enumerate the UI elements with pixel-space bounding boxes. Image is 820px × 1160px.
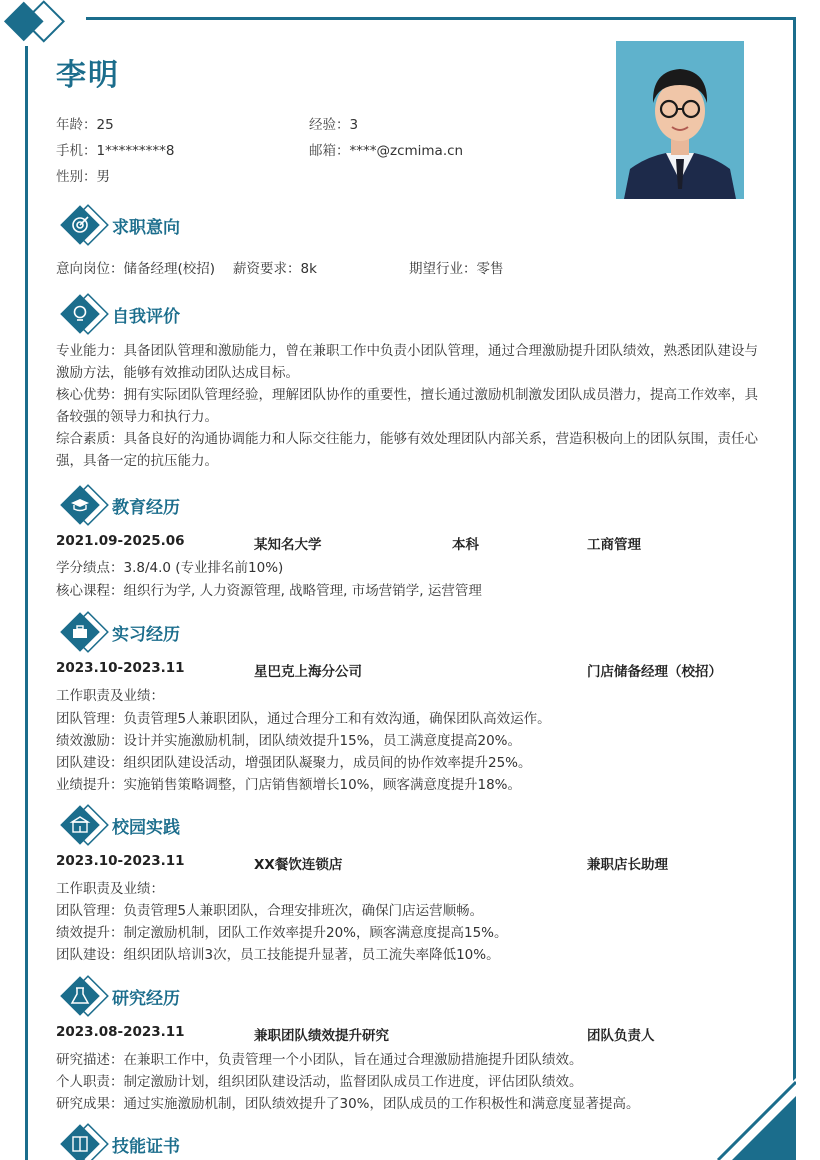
- campus-line: 工作职责及业绩：: [56, 881, 164, 897]
- internship-company: 星巴克上海分公司: [254, 664, 362, 680]
- education-header-row: [56, 533, 768, 553]
- section-title-text: 校园实践: [112, 817, 180, 838]
- frame-top-line: [86, 17, 796, 20]
- internship-line: 工作职责及业绩：: [56, 688, 164, 704]
- candidate-name: 李明: [56, 58, 120, 93]
- flask-icon: [58, 974, 110, 1018]
- email-value: ****@zcmima.cn: [349, 143, 464, 159]
- campus-line: 绩效提升：制定激励机制，团队工作效率提升20%，顾客满意度提高15%。: [56, 925, 508, 941]
- gender-label: 性别：: [56, 169, 97, 185]
- campus-header-row: [56, 853, 768, 873]
- corner-diamond-decoration: [0, 0, 90, 50]
- email-label: 邮箱：: [309, 143, 350, 159]
- research-project: 兼职团队绩效提升研究: [254, 1028, 389, 1044]
- research-role: 团队负责人: [587, 1028, 655, 1044]
- education-gpa: 学分绩点：3.8/4.0 (专业排名前10%): [56, 560, 284, 576]
- section-title-campus: [58, 803, 180, 847]
- book-icon: [58, 1122, 110, 1160]
- section-title-text: 技能证书: [112, 1136, 180, 1157]
- experience-row: [309, 113, 358, 133]
- education-degree: 本科: [452, 537, 479, 553]
- section-title-text: 自我评价: [112, 306, 180, 327]
- internship-header-row: [56, 660, 768, 680]
- education-school: 某知名大学: [254, 537, 322, 553]
- education-courses: 核心课程：组织行为学, 人力资源管理, 战略管理, 市场营销学, 运营管理: [56, 583, 482, 599]
- frame-right-line: [793, 17, 796, 1160]
- internship-line: 绩效激励：设计并实施激励机制，团队绩效提升15%，员工满意度提高20%。: [56, 733, 522, 749]
- corner-triangle-decoration: [714, 1078, 796, 1160]
- experience-value: 3: [349, 117, 359, 133]
- age-label: 年龄：: [56, 117, 97, 133]
- research-line: 研究描述：在兼职工作中，负责管理一个小团队，旨在通过合理激励措施提升团队绩效。: [56, 1052, 583, 1068]
- intent-salary: 薪资要求：8k: [233, 261, 317, 277]
- self-eval-paragraph-1: 专业能力：具备团队管理和激励能力，曾在兼职工作中负责小团队管理，通过合理激励提升团队绩效，熟悉团队建设与激励方法，能够有效推动团队达成目标。: [56, 343, 758, 381]
- campus-line: 团队建设：组织团队培训3次，员工技能提升显著，员工流失率降低10%。: [56, 947, 500, 963]
- intent-position: 意向岗位：储备经理(校招): [56, 261, 216, 277]
- campus-period: 2023.10-2023.11: [56, 853, 185, 869]
- gender-value: 男: [96, 169, 110, 185]
- research-line: 研究成果：通过实施激励机制，团队绩效提升了30%，团队成员的工作积极性和满意度显著提高。: [56, 1096, 640, 1112]
- research-header-row: [56, 1024, 768, 1044]
- section-title-text: 教育经历: [112, 497, 180, 518]
- frame-left-line: [25, 46, 28, 1160]
- research-line: 个人职责：制定激励计划，组织团队建设活动，监督团队成员工作进度，评估团队绩效。: [56, 1074, 583, 1090]
- target-icon: [58, 203, 110, 247]
- intent-industry: 期望行业：零售: [409, 261, 504, 277]
- email-row: [309, 139, 463, 159]
- experience-label: 经验：: [309, 117, 350, 133]
- internship-line: 业绩提升：实施销售策略调整，门店销售额增长10%，顾客满意度提升18%。: [56, 777, 522, 793]
- age-row: [56, 113, 114, 133]
- self-eval-paragraph-2: 核心优势：拥有实际团队管理经验，理解团队协作的重要性，擅长通过激励机制激发团队成员潜力，提高工作效率，具备较强的领导力和执行力。: [56, 387, 758, 425]
- section-title-research: [58, 974, 180, 1018]
- section-title-internship: [58, 610, 180, 654]
- section-title-education: [58, 483, 180, 527]
- gender-row: [56, 165, 110, 185]
- education-major: 工商管理: [587, 537, 641, 553]
- briefcase-icon: [58, 610, 110, 654]
- section-title-text: 研究经历: [112, 988, 180, 1009]
- campus-role: 兼职店长助理: [587, 857, 668, 873]
- internship-period: 2023.10-2023.11: [56, 660, 185, 676]
- section-title-intent: [58, 203, 180, 247]
- section-title-text: 求职意向: [112, 217, 180, 238]
- section-title-text: 实习经历: [112, 624, 180, 645]
- phone-label: 手机：: [56, 143, 97, 159]
- phone-row: [56, 139, 174, 159]
- internship-role: 门店储备经理（校招）: [587, 664, 722, 680]
- lightbulb-icon: [58, 292, 110, 336]
- education-period: 2021.09-2025.06: [56, 533, 185, 549]
- graduation-cap-icon: [58, 483, 110, 527]
- internship-line: 团队建设：组织团队建设活动，增强团队凝聚力，成员间的协作效率提升25%。: [56, 755, 532, 771]
- section-title-self-eval: [58, 292, 180, 336]
- profile-photo: [616, 41, 744, 199]
- phone-value: 1*********8: [96, 143, 175, 159]
- school-icon: [58, 803, 110, 847]
- campus-line: 团队管理：负责管理5人兼职团队，合理安排班次，确保门店运营顺畅。: [56, 903, 484, 919]
- research-period: 2023.08-2023.11: [56, 1024, 185, 1040]
- age-value: 25: [96, 117, 114, 133]
- internship-line: 团队管理：负责管理5人兼职团队，通过合理分工和有效沟通，确保团队高效运作。: [56, 711, 551, 727]
- campus-company: XX餐饮连锁店: [254, 857, 343, 873]
- self-eval-paragraph-3: 综合素质：具备良好的沟通协调能力和人际交往能力，能够有效处理团队内部关系，营造积极向上的团队氛围，责任心强，具备一定的抗压能力。: [56, 431, 758, 469]
- section-title-skills: [58, 1122, 180, 1160]
